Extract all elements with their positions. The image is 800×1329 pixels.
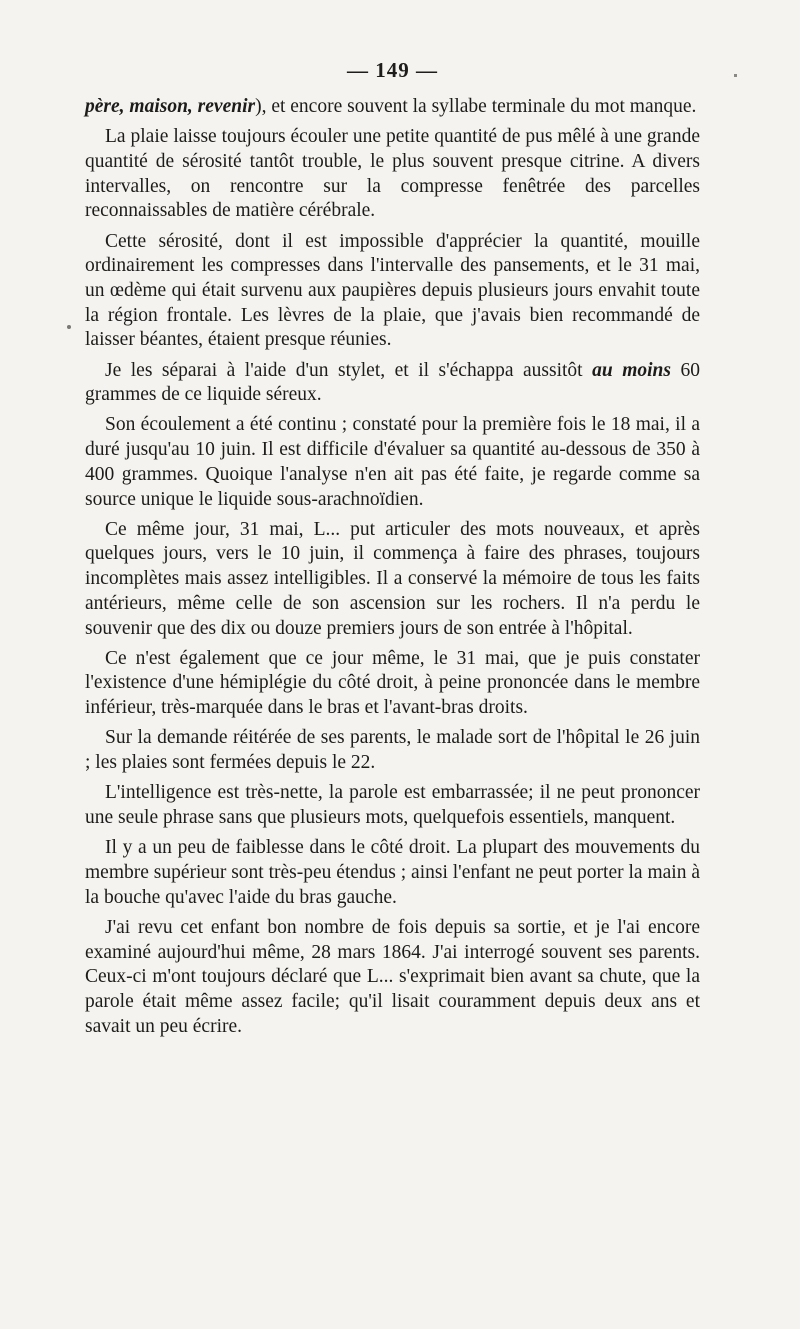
margin-tick [734,74,737,77]
paragraph-continuation [85,95,700,120]
paragraph-intelligence: L'intelligence est très-nette, la parole est embarrassée; il ne peut prononcer une seule phrase sans que plusieurs mots, quelquefois essentiels, manquent. [85,782,700,828]
paragraph-flow: Son écoulement a été continu ; constaté pour la première fois le 18 mai, il a duré jusqu'au 10 juin. Il est difficile d'évaluer sa quantité au-dessous de 350 à 400 grammes. Quoique l'analyse n'en ait pas été faite, je regarde comme sa source unique le liquide sous-arachnoïdien. [85,414,700,510]
paragraph-discharge: Sur la demande réitérée de ses parents, le malade sort de l'hôpital le 26 juin ; les plaies sont fermées depuis le 22. [85,727,700,774]
page-number: — 149 — [347,58,438,82]
paragraph-continuation-text: ), et encore souvent la syllabe terminale du mot manque. [255,96,697,117]
paragraph-weakness: Il y a un peu de faiblesse dans le côté droit. La plupart des mouvements du membre supérieur sont très-peu étendus ; ainsi l'enfant ne peut porter la main à la bouche qu'avec l'aide du bras gauche. [85,837,700,908]
page-body [85,95,700,1039]
paragraph-speech-recovery: Ce même jour, 31 mai, L... put articuler des mots nouveaux, et après quelques jours, vers le 10 juin, il commença à faire des phrases, toujours incomplètes mais assez intelligibles. Il a conservé la mémoire de tous les faits antérieurs, même celle de son ascension sur les rochers. Il n'a perdu le souvenir que des dix ou douze premiers jours de son entrée à l'hôpital. [85,518,700,639]
paragraph-wound-drainage: La plaie laisse toujours écouler une petite quantité de pus mêlé à une grande quantité de sérosité tantôt trouble, le plus souvent presque citrine. A divers intervalles, on rencontre sur la compresse fenêtrée des parcelles reconnaissables de matière cérébrale. [85,126,700,222]
paragraph-stylet: Je les séparai à l'aide d'un stylet, et il s'échappa aussitôt au moins 60 grammes de ce liquide séreux. [85,359,700,406]
paragraph-hemiplegia: Ce n'est également que ce jour même, le 31 mai, que je puis constater l'existence d'une hémiplégie du côté droit, à peine prononcée dans le membre inférieur, très-marquée dans le bras et l'avant-bras droits. [85,647,700,719]
paragraph-follow-up: J'ai revu cet enfant bon nombre de fois depuis sa sortie, et je l'ai encore examiné aujourd'hui même, 28 mars 1864. J'ai interrogé souvent ses parents. Ceux-ci m'ont toujours déclaré que L... s'exprimait bien avant sa chute, que la parole était même assez facile; qu'il lisait couramment depuis deux ans et savait un peu écrire. [85,916,700,1037]
margin-dot [67,325,71,329]
italic-au-moins: au moins [592,359,671,381]
italic-words: père, maison, revenir [85,96,256,117]
paragraph-serosity: Cette sérosité, dont il est impossible d'apprécier la quantité, mouille ordinairement les compresses dans l'intervalle des pansements, et le 31 mai, un œdème qui était survenu aux paupières depuis plusieurs jours envahit toute la région frontale. Les lèvres de la plaie, que j'avais bien recommandé de laisser béantes, étaient presque réunies. [85,230,700,351]
